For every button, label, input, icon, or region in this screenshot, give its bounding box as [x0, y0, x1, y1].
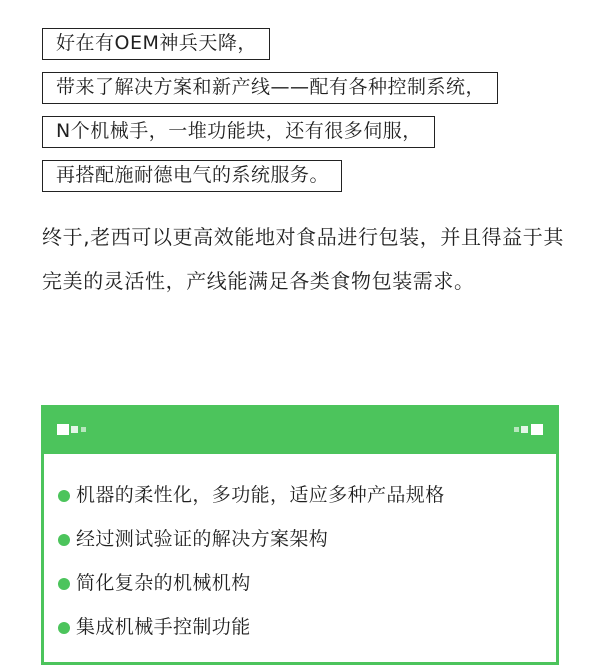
header-square-decoration — [531, 424, 543, 435]
header-square-decoration — [81, 427, 86, 432]
list-item — [58, 613, 445, 657]
list-item — [58, 569, 445, 613]
list-item-text: 机器的柔性化，多功能，适应多种产品规格 — [76, 484, 445, 506]
intro-line-4: 再搭配施耐德电气的系统服务。 — [42, 160, 342, 192]
feature-list — [58, 481, 445, 657]
summary-paragraph: 终于,老西可以更高效能地对食品进行包装，并且得益于其完美的灵活性，产线能满足各类食物包装需求。 — [42, 225, 564, 293]
feature-card — [41, 405, 559, 665]
header-square-decoration — [514, 427, 519, 432]
card-header-bar — [41, 405, 559, 454]
bullet-dot-icon — [58, 622, 70, 634]
bullet-dot-icon — [58, 534, 70, 546]
list-item-text: 简化复杂的机械机构 — [76, 572, 251, 594]
intro-line-1: 好在有OEM神兵天降， — [42, 28, 270, 60]
list-item-text: 经过测试验证的解决方案架构 — [76, 528, 329, 550]
list-item-text: 集成机械手控制功能 — [76, 616, 251, 638]
intro-line-2: 带来了解决方案和新产线——配有各种控制系统， — [42, 72, 498, 104]
list-item — [58, 525, 445, 569]
list-item — [58, 481, 445, 525]
bullet-dot-icon — [58, 490, 70, 502]
header-square-decoration — [521, 426, 528, 433]
header-square-decoration — [57, 424, 69, 435]
intro-line-3: N个机械手，一堆功能块，还有很多伺服， — [42, 116, 435, 148]
bullet-dot-icon — [58, 578, 70, 590]
header-square-decoration — [71, 426, 78, 433]
